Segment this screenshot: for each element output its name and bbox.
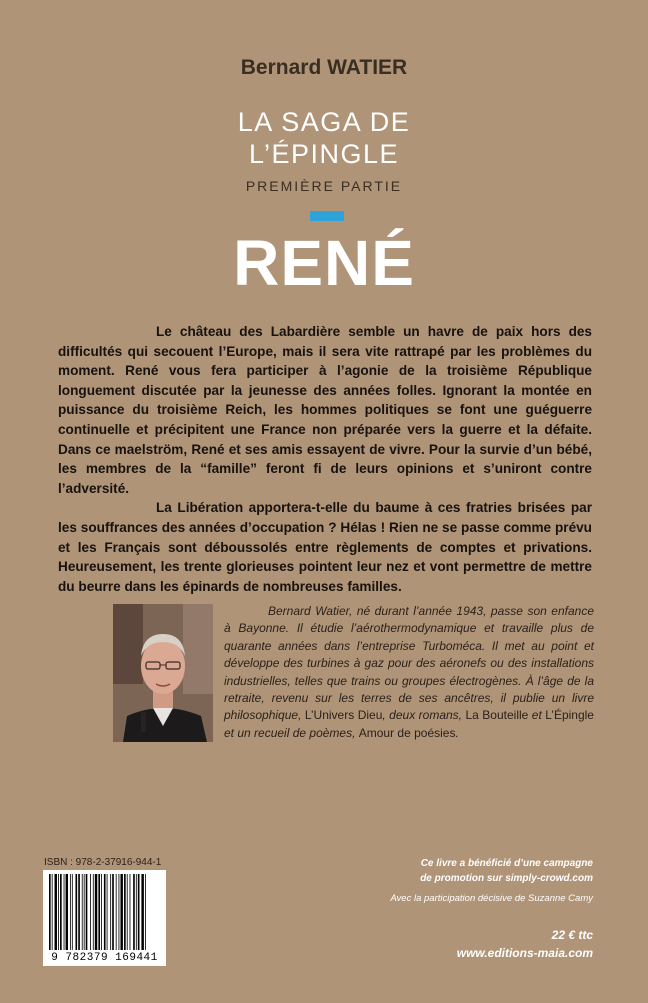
bio-text: et: [528, 708, 546, 723]
promotion-line-2: de promotion sur simply-crowd.com: [420, 873, 593, 884]
publisher-website: www.editions-maia.com: [456, 946, 593, 960]
title-line-2: L’ÉPINGLE: [248, 139, 400, 169]
price: 22 € ttc: [551, 928, 593, 942]
book-title-reference: La Bouteille: [465, 708, 529, 723]
book-title-reference: Amour de poésies: [358, 725, 456, 740]
promotion-note: [380, 856, 593, 886]
author-portrait-image: [113, 604, 213, 742]
author-biography: [224, 603, 594, 742]
book-title-reference: L’Univers Dieu: [304, 708, 383, 723]
barcode: [43, 870, 166, 966]
barcode-bars: [49, 874, 160, 950]
bio-text: Bernard Watier, né durant l’année 1943, passe son enfance à Bayonne. Il étudie l’aérothermodynamique et travaille plus de quarante années dans l’entreprise Turboméca. Il met au point et développe des turbines à gaz pour des aéronefs ou des installations industrielles, telles que trains ou groupes électrogènes. À l’âge de la retraite, revenu sur les terres de ses ancêtres, il publie un livre philosophique,: [224, 604, 594, 723]
bio-text: , deux romans,: [382, 708, 466, 723]
biography-paragraph: [224, 603, 594, 742]
barcode-digits: 9 782379 169441: [51, 952, 158, 964]
synopsis-paragraph: La Libération apportera-t-elle du baume à ces fratries brisées par les souffrances des années d’occupation ? Hélas ! Rien ne se passe comme prévu et les Français sont déboussolés entre règlements de comptes et privations. Heureusement, les trente glorieuses pointent leur nez et vont permettre de mettre du beurre dans les épinards de nombreuses familles.: [58, 500, 592, 594]
bio-text: .: [455, 725, 459, 740]
bio-text: et un recueil de poèmes,: [224, 725, 359, 740]
title-line-1: LA SAGA DE: [237, 107, 411, 137]
promotion-line-1: Ce livre a bénéficié d’une campagne: [420, 858, 593, 869]
book-title-reference: L’Épingle: [545, 708, 594, 723]
participation-credit: Avec la participation décisive de Suzanne Camy: [390, 893, 593, 904]
book-subtitle: PREMIÈRE PARTIE: [245, 178, 403, 194]
author-photo: [113, 604, 213, 742]
volume-name: RENÉ: [233, 227, 415, 299]
book-title: [0, 106, 648, 170]
author-name: Bernard WATIER: [240, 56, 408, 79]
isbn-label: ISBN : 978-2-37916-944-1: [44, 857, 162, 868]
synopsis: [58, 322, 592, 596]
synopsis-paragraph: Le château des Labardière semble un havre de paix hors des difficultés qui secouent l’Europe, mais il sera vite rattrapé par les problèmes du moment. René vous fera participer à l’agonie de la troisième République longuement discutée par la jeunesse des années folles. Ignorant la montée en puissance du troisième Reich, les hommes politiques se font une guéguerre continuelle et précipitent une France non préparée vers la guerre et la défaite. Dans ce maelström, René et ses amis essayent de vivre. Pour la survie d’un bébé, les membres de la “famille” feront fi de leurs opinions et s’uniront contre l’adversité.: [58, 324, 592, 496]
accent-bar: [310, 211, 344, 221]
